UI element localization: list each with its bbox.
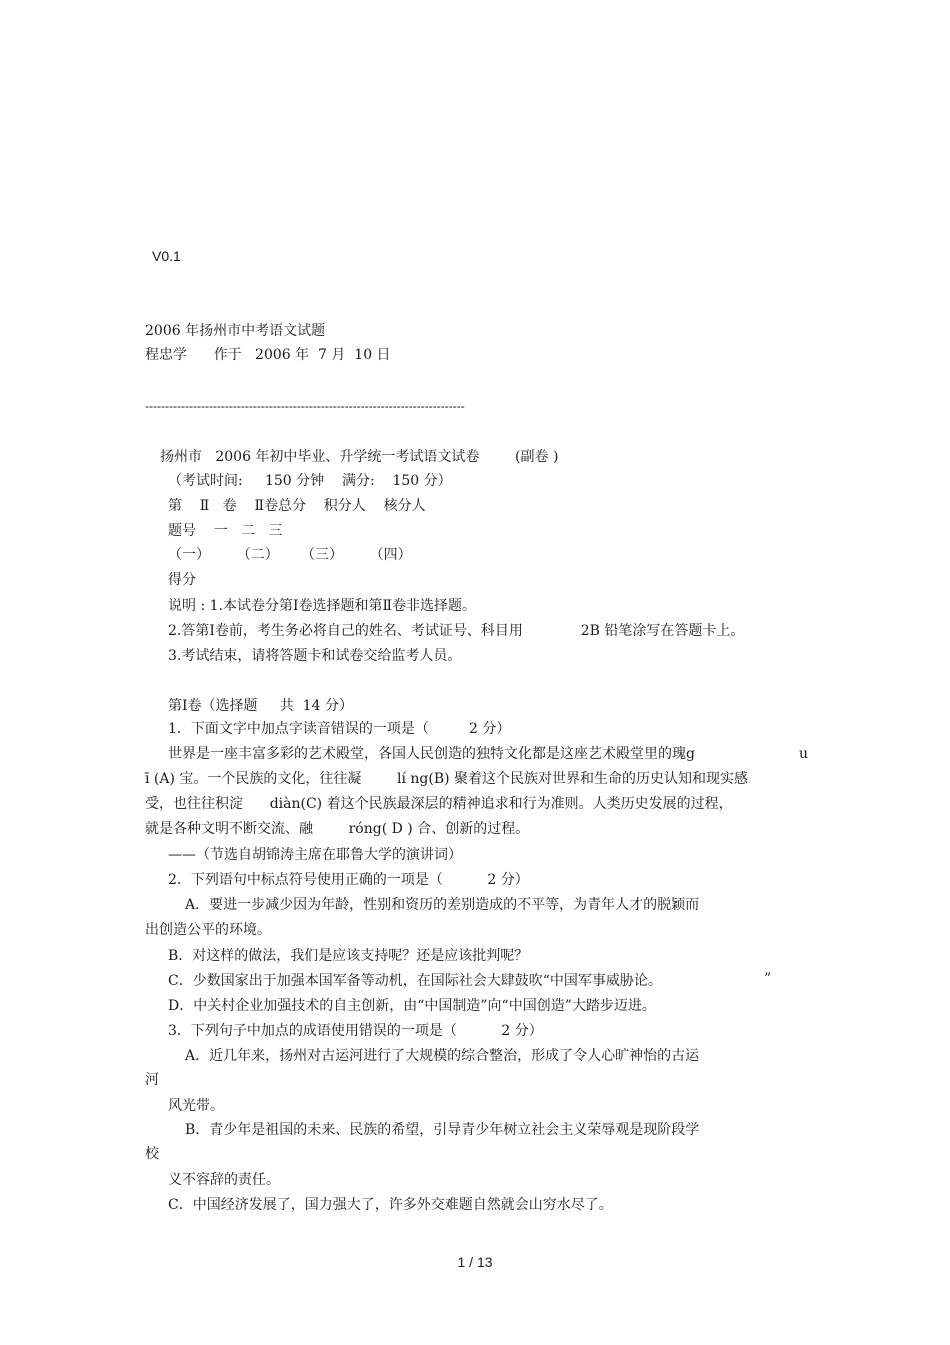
document-title: 2006 年扬州市中考语文试题 bbox=[145, 323, 326, 339]
q2-option-b: B．对这样的做法，我们是应该支持呢？还是应该批判呢？ bbox=[168, 948, 529, 964]
version-label: V0.1 bbox=[152, 248, 181, 264]
note-3: 3.考试结束，请将答题卡和试卷交给监考人员。 bbox=[168, 648, 462, 664]
q3-option-b-line-2: 校 bbox=[145, 1146, 159, 1162]
score-table-row-1: 第 Ⅱ 卷 Ⅱ卷总分 积分人 核分人 bbox=[168, 498, 426, 514]
q2-option-d: D．中关村企业加强技术的自主创新，由“中国制造”向“中国创造”大踏步迈进。 bbox=[168, 998, 656, 1014]
q3-option-a-line-2: 河 bbox=[145, 1072, 159, 1088]
q1-stem: 1．下面文字中加点字读音错误的一项是（ 2 分） bbox=[168, 721, 511, 737]
q1-text-line-4: 就是各种文明不断交流、融 róng( D ) 合、创新的过程。 bbox=[145, 821, 530, 837]
q3-option-b-line-3: 义不容辞的责任。 bbox=[168, 1172, 280, 1188]
q3-stem: 3．下列句子中加点的成语使用错误的一项是（ 2 分） bbox=[168, 1023, 543, 1039]
exam-time: （考试时间: 150 分钟 满分: 150 分） bbox=[168, 473, 452, 489]
q2-option-c-tail: ” bbox=[764, 971, 772, 987]
note-1: 说明 : 1.本试卷分第Ⅰ卷选择题和第Ⅱ卷非选择题。 bbox=[168, 598, 477, 614]
page-number: 1 / 13 bbox=[457, 1254, 493, 1270]
q3-option-a-line-1: A．近几年来，扬州对古运河进行了大规模的综合整治，形成了令人心旷神怡的古运 bbox=[185, 1048, 700, 1064]
q2-option-a-line-1: A．要进一步减少因为年龄，性别和资历的差别造成的不平等，为青年人才的脱颖而 bbox=[185, 897, 700, 913]
section-1-heading: 第Ⅰ卷（选择题 共 14 分） bbox=[168, 698, 353, 714]
q3-option-a-line-3: 风光带。 bbox=[168, 1098, 224, 1114]
score-table-row-2: 题号 一 二 三 bbox=[168, 523, 283, 539]
score-table-row-3: （一） （二） （三） （四） bbox=[168, 547, 412, 563]
q1-text-line-2: ī (A) 宝。一个民族的文化，往往凝 lí ng(B) 聚着这个民族对世界和生命的历史认知和现实感 bbox=[145, 771, 749, 787]
q1-text-line-1: 世界是一座丰富多彩的艺术殿堂，各国人民创造的独特文化都是这座艺术殿堂里的瑰g bbox=[168, 746, 695, 762]
q2-stem: 2．下列语句中标点符号使用正确的一项是（ 2 分） bbox=[168, 872, 529, 888]
exam-title: 扬州市 2006 年初中毕业、升学统一考试语文试卷 (副卷 ) bbox=[160, 449, 559, 465]
q2-option-a-line-2: 出创造公平的环境。 bbox=[145, 922, 271, 938]
q3-option-b-line-1: B．青少年是祖国的未来、民族的希望，引导青少年树立社会主义荣辱观是现阶段学 bbox=[185, 1122, 700, 1138]
separator-line: -------------------------------------------------------------------------------- bbox=[145, 399, 465, 413]
note-2: 2.答第Ⅰ卷前，考生务必将自己的姓名、考试证号、科目用 2B 铅笔涂写在答题卡上。 bbox=[168, 623, 745, 639]
author-line: 程忠学 作于 2006 年 7 月 10 日 bbox=[145, 347, 391, 363]
q1-text-line-3: 受，也往往积淀 diàn(C) 着这个民族最深层的精神追求和行为准则。人类历史发展的过程， bbox=[145, 796, 733, 812]
score-table-row-4: 得分 bbox=[168, 572, 196, 588]
q1-source: ——（节选自胡锦涛主席在耶鲁大学的演讲词） bbox=[168, 847, 462, 863]
q2-option-c: C．少数国家出于加强本国军备等动机，在国际社会大肆鼓吹“中国军事威胁论。 bbox=[168, 973, 662, 989]
q3-option-c: C．中国经济发展了，国力强大了，许多外交难题自然就会山穷水尽了。 bbox=[168, 1197, 613, 1213]
q1-text-line-1-tail: u bbox=[799, 746, 809, 762]
